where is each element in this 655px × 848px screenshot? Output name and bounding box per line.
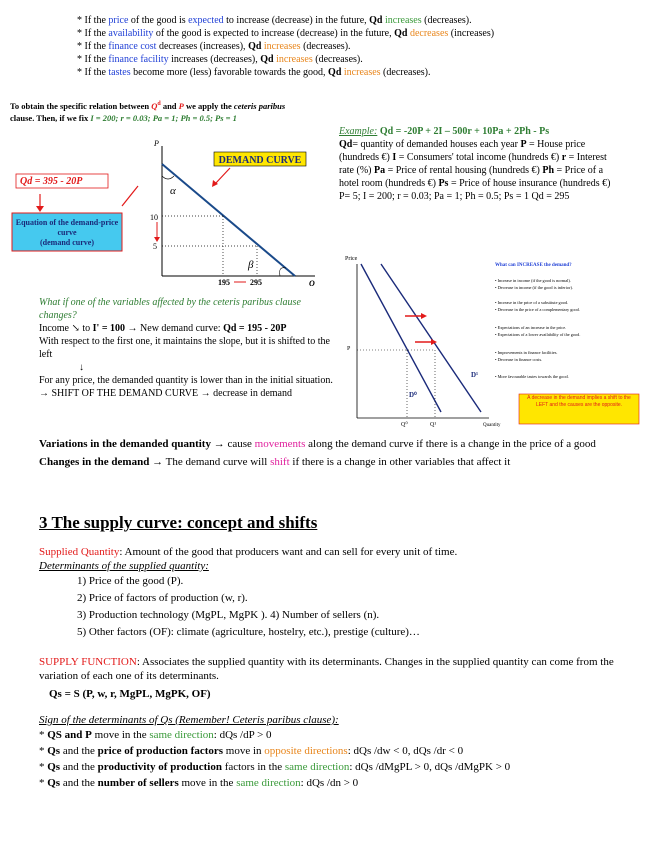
beta-label: β bbox=[248, 259, 254, 271]
svg-text:• Decrease in finance costs.: • Decrease in finance costs. bbox=[495, 357, 543, 362]
variations-block: Variations in the demanded quantity → cause movements along the demand curve if there is a change in the price of a good Changes in the demand → The demand curve will shift if there is a change in other variables that affect it bbox=[39, 438, 596, 468]
axis-q: Q bbox=[309, 279, 315, 286]
shift-figure bbox=[343, 252, 643, 428]
section-3-heading: 3 The supply curve: concept and shifts bbox=[39, 513, 318, 532]
bullet-price-expected: * If the price of the good is expected to increase (decrease) in the future, Qd increases (decreases). bbox=[77, 15, 472, 26]
tick-5: 5 bbox=[153, 242, 157, 251]
tick-195: 195 bbox=[218, 278, 230, 286]
q0: Q⁰ bbox=[401, 422, 408, 428]
shift-svg bbox=[343, 252, 643, 428]
svg-text:• Improvements in finance faci: • Improvements in finance facilities. bbox=[495, 350, 558, 355]
d1-label: D¹ bbox=[471, 371, 479, 379]
demand-curve-figure bbox=[10, 136, 325, 286]
q1: Q¹ bbox=[430, 422, 437, 428]
axis-p: P bbox=[154, 139, 159, 148]
axis-price: Price bbox=[345, 256, 358, 262]
tick-295: 295 bbox=[250, 278, 262, 286]
example-equation: Qd = -20P + 2I – 500r + 10Pa + 2Ph - Ps bbox=[379, 126, 550, 137]
box-title-1: Equation of the demand-price bbox=[15, 218, 119, 227]
box-sub: (demand curve) bbox=[40, 238, 94, 247]
svg-text:• Expectations of a lower avai: • Expectations of a lower availability of the good. bbox=[495, 332, 581, 337]
d1-line bbox=[381, 264, 481, 412]
svg-text:• Expectations of an increase: • Expectations of an increase in the price. bbox=[495, 325, 567, 330]
what-if-block: What if one of the variables affected by the ceteris paribus clause changes? Income ↘ to I' = 100 → New demand curve: Qd = 195 - 20P With respect to the first one, it maintains the slope, but it is shifted to the left ↓ For any price, the demanded quantity is lower than in the initial situation. → SHIFT OF THE DEMAND CURVE → decrease in demand bbox=[39, 296, 339, 400]
alpha-label: α bbox=[170, 185, 176, 197]
demand-line bbox=[162, 164, 295, 276]
axis-quantity: Quantity bbox=[483, 423, 501, 428]
demand-curve-label: DEMAND CURVE bbox=[218, 155, 302, 166]
note-text: A decrease in the demand implies a shift to the LEFT and the causes are the opposite. bbox=[527, 395, 631, 408]
svg-text:• More favourable tastes towar: • More favourable tastes towards the good. bbox=[495, 374, 569, 379]
section-3-body: Supplied Quantity: Amount of the good that producers want and can sell for every unit of time. Determinants of the supplied quantity: 1) Price of the good (P). 2) Price of factors of production (w, r). 3) Production technology (MgPL, MgPK ). 4) Number of sellers (n). 5) Other factors (OF): climate (agriculture, hostelry, etc.), prestige (culture)… SUPPLY FUNCTION: Associates the supplied quantity with its determinants. Changes in the supplied quantity can come from the variation of each one of its determinants. Qs = S (P, w, r, MgPL, MgPK, OF) Sign of the determinants of Qs (Remember! Ceteris paribus clause): * QS and P move in the same direction: dQs /dP > 0 * Qs and the price of production factors move in opposite directions: dQs /dw < 0, dQs /dr < 0 * Qs and the productivity of production factors in the same direction: dQs /dMgPL > 0, dQs /dMgPK > 0 * Qs and the number of sellers move in the same direction: dQs /dn > 0 bbox=[39, 546, 614, 789]
demand-curve-svg bbox=[10, 136, 325, 286]
qs-equation: Qs = S (P, w, r, MgPL, MgPK, OF) bbox=[49, 688, 211, 700]
bullet-availability: * If the availability of the good is expected to increase (decrease) in the future, Qd decreases (increases) bbox=[77, 28, 495, 39]
bullet-finance-facility: * If the finance facility increases (decreases), Qd increases (decreases). bbox=[77, 54, 363, 65]
d0-line bbox=[361, 264, 441, 412]
example-block: Example: Qd = -20P + 2I – 500r + 10Pa + 2Ph - Ps Qd= quantity of demanded houses each year P = House price (hundreds €) I = Consumers' total income (hundreds €) r = Interest rate (%) Pa = Price of rental housing (hundreds €) Ph = Price of a hotel room (hundreds €) Ps = Price of house insurance (hundreds €) P= 5; I = 200; r = 0.03; Pa = 1; Ph = 0.5; Ps = 1 Qd = 295 bbox=[339, 125, 614, 203]
intro-text: To obtain the specific relation between $Q^d$ and P we apply the ceteris paribus clause. Then, if we fix I = 200; r = 0.03; Pa = 1; Ph = 0.5; Ps = 1 bbox=[10, 100, 286, 123]
d0-label: D⁰ bbox=[409, 391, 417, 399]
svg-text:• Decrease in income (if the g: • Decrease in income (if the good is inferior). bbox=[495, 285, 573, 290]
equation-label: Qd = 395 - 20P bbox=[20, 176, 83, 187]
bullet-finance-cost: * If the finance cost decreases (increases), Qd increases (decreases). bbox=[77, 41, 351, 52]
svg-text:• Decrease in the price of a c: • Decrease in the price of a complementary good. bbox=[495, 307, 580, 312]
svg-text:• Increase in income (if the g: • Increase in income (if the good is normal). bbox=[495, 278, 571, 283]
box-title-2: curve bbox=[57, 228, 77, 237]
tick-10: 10 bbox=[150, 213, 158, 222]
what-if-question: What if one of the variables affected by the ceteris paribus clause changes? bbox=[39, 297, 301, 321]
axis-p2: P bbox=[347, 346, 351, 352]
legend-title: What can INCREASE the demand? bbox=[495, 263, 572, 268]
svg-text:• Increase in the price of a s: • Increase in the price of a substitute good. bbox=[495, 300, 569, 305]
example-values: P= 5; I = 200; r = 0.03; Pa = 1; Ph = 0.5; Ps = 1 Qd = 295 bbox=[339, 191, 570, 202]
top-bullets bbox=[77, 14, 494, 79]
bullet-tastes: * If the tastes become more (less) favorable towards the good, Qd increases (decreases). bbox=[77, 67, 431, 78]
